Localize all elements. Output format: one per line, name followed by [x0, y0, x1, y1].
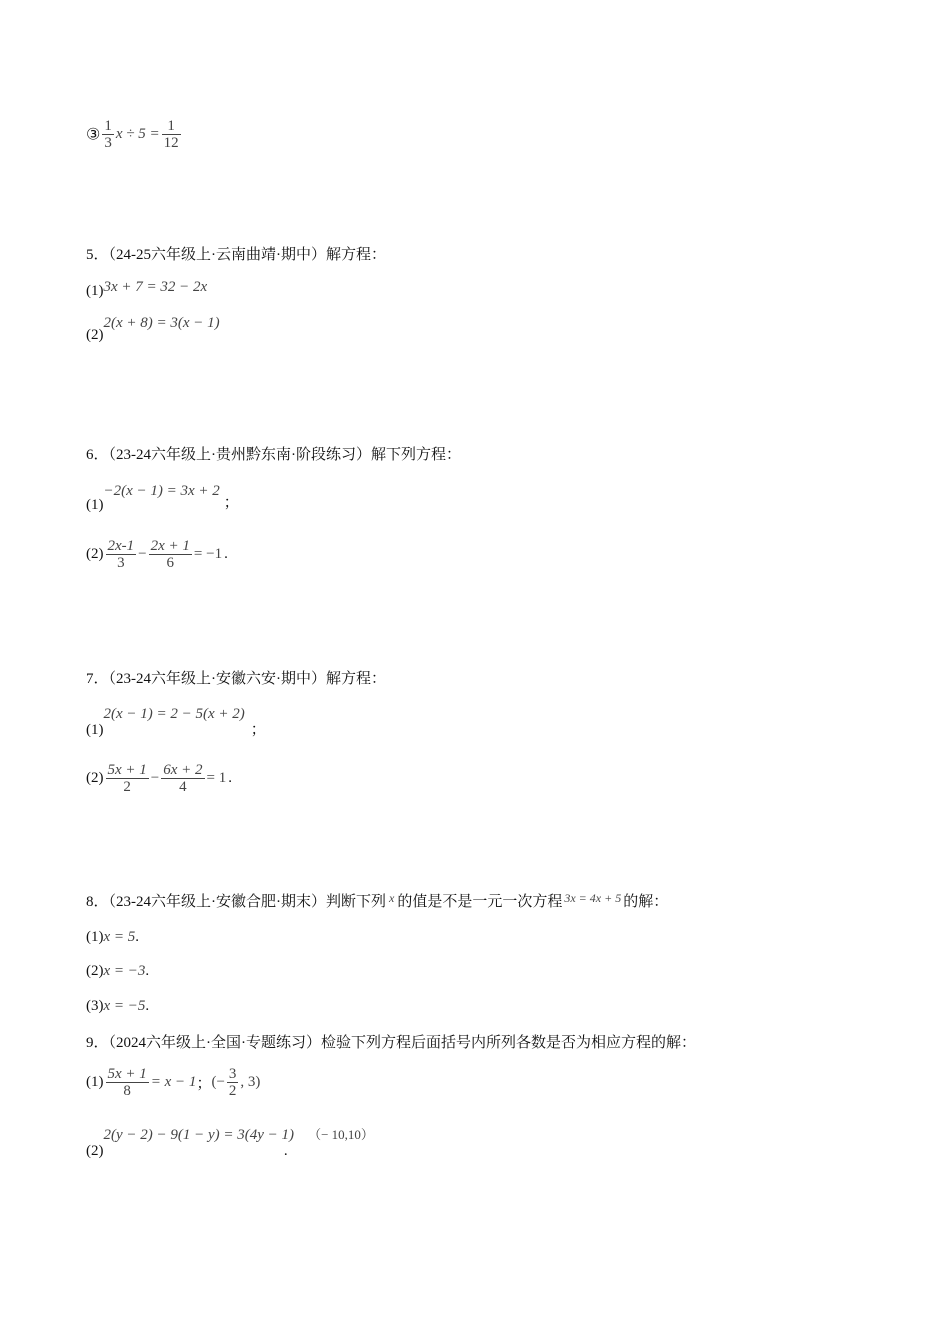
punctuation: . — [283, 1143, 288, 1159]
q8-stem — [86, 893, 668, 911]
fraction: $\frac{5x + 1}{2}$ — [107, 762, 147, 795]
equation: 2(x − 1) = 2 − 5(x + 2) — [103, 706, 245, 722]
q5-part1 — [86, 278, 208, 299]
part-label: (2) — [86, 1143, 104, 1159]
q8-part3 — [86, 997, 149, 1015]
q6-part1 — [86, 479, 239, 513]
fraction: $\frac{5x + 1}{8}$ — [107, 1066, 147, 1099]
q8-part2 — [86, 962, 149, 980]
q4-part3 — [86, 118, 183, 151]
q7-part1 — [86, 702, 266, 738]
q6-stem: 6．（23-24六年级上·贵州黔东南·阶段练习）解下列方程： — [86, 447, 461, 463]
fraction: $\frac{6x + 2}{4}$ — [163, 762, 203, 795]
part-label: (3) — [86, 998, 104, 1014]
stem-text: 8．（23-24六年级上·安徽合肥·期末）判断下列 — [86, 894, 386, 910]
q5-part2 — [86, 314, 220, 343]
equation: 2(y − 2) − 9(1 − y) = 3(4y − 1) — [103, 1127, 295, 1143]
minus-sign: − — [138, 546, 147, 562]
fraction: $\frac{1}{3}$ — [104, 118, 112, 151]
punctuation: ； — [223, 495, 239, 511]
equation: x = −3 — [103, 963, 146, 979]
equation-rhs: = x − 1 — [150, 1074, 197, 1090]
equation: 2(x + 8) = 3(x − 1) — [103, 315, 220, 331]
q8-part1 — [86, 928, 139, 946]
q9-part2 — [86, 1124, 378, 1159]
part-label: (1) — [86, 1074, 104, 1090]
punctuation: . — [228, 770, 232, 786]
values-close: , 3) — [240, 1074, 261, 1090]
punctuation: . — [145, 998, 150, 1014]
part-label: (1) — [86, 929, 104, 945]
equation: x = 5 — [103, 929, 136, 945]
part-label: (2) — [86, 770, 104, 786]
part-label: ③ — [86, 126, 101, 144]
punctuation: . — [145, 963, 150, 979]
stem-text: 的解： — [623, 894, 669, 910]
q7-stem: 7．（23-24六年级上·安徽六安·期中）解方程： — [86, 671, 386, 687]
equation: −2(x − 1) = 3x + 2 — [103, 483, 220, 499]
separator: ； — [196, 1076, 212, 1092]
q9-stem: 9．（2024六年级上·全国·专题练习）检验下列方程后面括号内所列各数是否为相应方程的解： — [86, 1035, 696, 1051]
part-label: (2) — [86, 963, 104, 979]
q7-part2 — [86, 762, 232, 795]
fraction: $\frac{2x-1}{3}$ — [107, 538, 135, 571]
equation: 3x = 4x + 5 — [564, 891, 622, 905]
punctuation: . — [224, 546, 228, 562]
punctuation: . — [135, 929, 140, 945]
fraction: $\frac{1}{12}$ — [163, 118, 179, 151]
equation-middle: x ÷ 5 = — [115, 126, 160, 142]
equation-rhs: = −1 — [193, 546, 223, 562]
equation: x = −5 — [103, 998, 146, 1014]
punctuation: ； — [250, 722, 266, 738]
part-label: (1) — [86, 497, 104, 513]
minus-sign: − — [150, 770, 160, 786]
equation: 3x + 7 = 32 − 2x — [103, 279, 208, 295]
part-label: (2) — [86, 546, 104, 562]
q6-part2 — [86, 538, 228, 571]
candidate-values: （− 10,10） — [308, 1127, 374, 1142]
fraction: $\frac{2x + 1}{6}$ — [150, 538, 190, 571]
q9-part1 — [86, 1066, 260, 1099]
part-label: (1) — [86, 722, 104, 738]
part-label: (1) — [86, 283, 104, 299]
equation-rhs: = 1 — [206, 770, 227, 786]
variable: x — [389, 891, 395, 905]
stem-text: 的值是不是一元一次方程 — [397, 894, 563, 910]
part-label: (2) — [86, 327, 104, 343]
fraction: $\frac{3}{2}$ — [228, 1066, 237, 1099]
values-open: (− — [211, 1074, 225, 1090]
q5-stem: 5．（24-25六年级上·云南曲靖·期中）解方程： — [86, 247, 386, 263]
